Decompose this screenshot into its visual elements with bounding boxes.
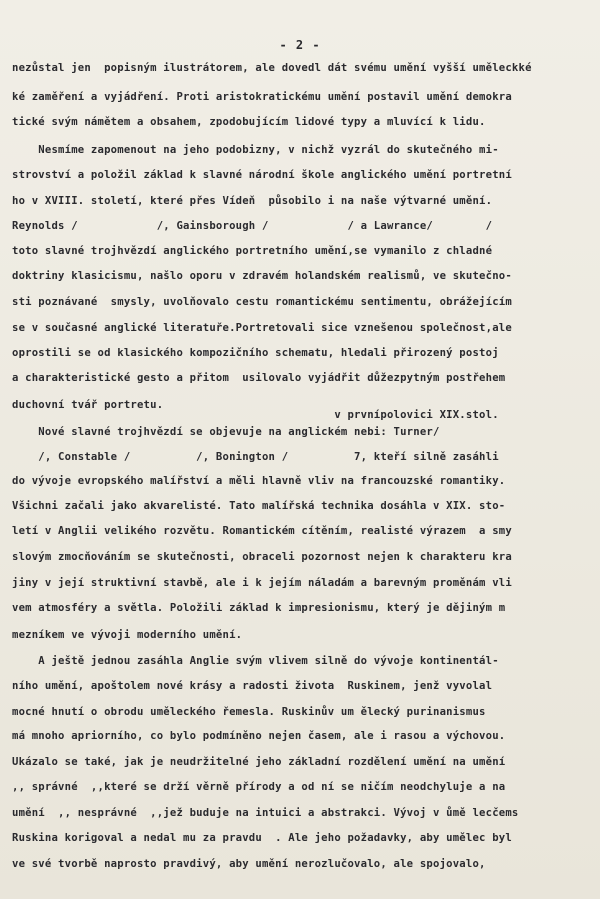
text-line: a charakteristické gesto a přitom usilovalo vyjádřit důžezpytným postřehem bbox=[12, 372, 506, 384]
text-line: ve své tvorbě naprosto pravdivý, aby umění nerozlučovalo, ale spojovalo, bbox=[12, 858, 486, 870]
text-line: strovství a položil základ k slavné národní škole anglického umění portretní bbox=[12, 169, 512, 181]
text-line: mezníkem ve vývoji moderního umění. bbox=[12, 629, 243, 641]
text-line: v prvnípolovici XIX.stol. bbox=[12, 409, 499, 421]
text-line: ké zaměření a vyjádření. Proti aristokratickému umění postavil umění demokra bbox=[12, 91, 512, 103]
text-line: Reynolds / /, Gainsborough / / a Lawrance/ / bbox=[12, 220, 493, 232]
text-line: nezůstal jen popisným ilustrátorem, ale dovedl dát svému umění vyšší uměleckké bbox=[12, 62, 532, 74]
text-line: umění ,, nesprávné ,,jež buduje na intuici a abstrakci. Vývoj v ůmě lecčems bbox=[12, 807, 519, 819]
page-number: - 2 - bbox=[279, 38, 321, 52]
text-line: tické svým námětem a obsahem, zpodobujícím lidové typy a mluvící k lidu. bbox=[12, 116, 486, 128]
text-line: doktriny klasicismu, našlo oporu v zdravém holandském realismů, ve skutečno- bbox=[12, 270, 512, 282]
text-line: Ukázalo se také, jak je neudržitelné jeho základní rozdělení umění na umění bbox=[12, 756, 506, 768]
text-line: do vývoje evropského malířství a měli hlavně vliv na francouzské romantiky. bbox=[12, 475, 506, 487]
text-line: toto slavné trojhvězdí anglického portretního umění,se vymanilo z chladné bbox=[12, 245, 493, 257]
text-line: duchovní tvář portretu. bbox=[12, 399, 164, 411]
text-line: letí v Anglii velikého rozvětu. Romantickém cítěním, realisté výrazem a smy bbox=[12, 525, 512, 537]
text-line: má mnoho apriorního, co bylo podmíněno nejen časem, ale i rasou a výchovou. bbox=[12, 730, 506, 742]
text-line: /, Constable / /, Bonington / 7, kteří silně zasáhli bbox=[12, 451, 499, 463]
text-line: Ruskina korigoval a nedal mu za pravdu . Ale jeho požadavky, aby umělec byl bbox=[12, 832, 512, 844]
text-line: Všichni začali jako akvarelisté. Tato malířská technika dosáhla v XIX. sto- bbox=[12, 500, 506, 512]
text-line: se v současné anglické literatuře.Portretovali sice vznešenou společnost,ale bbox=[12, 322, 512, 334]
text-line: ního umění, apoštolem nové krásy a radosti života Ruskinem, jenž vyvolal bbox=[12, 680, 493, 692]
text-line: sti poznávané smysly, uvolňovalo cestu romantickému sentimentu, obrážejícím bbox=[12, 296, 512, 308]
text-line: jiny v její struktivní stavbě, ale i k jejím náladám a barevným proměnám vli bbox=[12, 577, 512, 589]
text-line: A ještě jednou zasáhla Anglie svým vlivem silně do vývoje kontinentál- bbox=[12, 655, 499, 667]
text-line: ho v XVIII. století, které přes Vídeň působilo i na naše výtvarné umění. bbox=[12, 195, 493, 207]
text-line: vem atmosféry a světla. Položili základ k impresionismu, který je dějiným m bbox=[12, 602, 506, 614]
text-line: slovým zmocňováním se skutečnosti, obraceli pozornost nejen k charakteru kra bbox=[12, 551, 512, 563]
text-line: Nesmíme zapomenout na jeho podobizny, v nichž vyzrál do skutečného mi- bbox=[12, 144, 499, 156]
text-line: oprostili se od klasického kompozičního schematu, hledali přirozený postoj bbox=[12, 347, 499, 359]
text-line: Nové slavné trojhvězdí se objevuje na anglickém nebi: Turner/ bbox=[12, 426, 440, 438]
text-line: mocné hnutí o obrodu uměleckého řemesla. Ruskinův um ělecký purinanismus bbox=[12, 706, 486, 718]
text-line: ,, správné ,,které se drží věrně přírody a od ní se ničím neodchyluje a na bbox=[12, 781, 506, 793]
